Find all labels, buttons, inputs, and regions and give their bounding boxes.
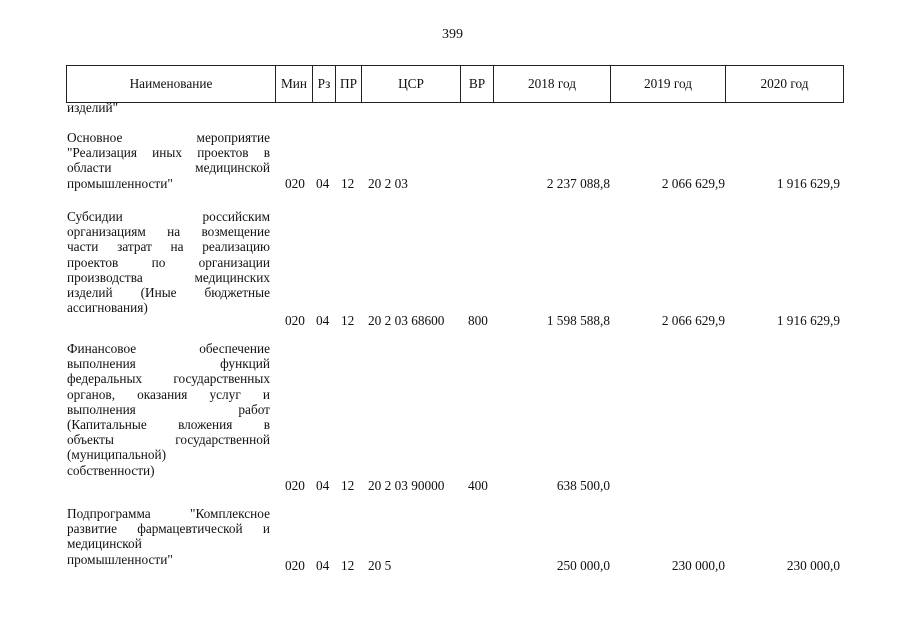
row-min: 020 — [285, 478, 305, 493]
row-vr: 800 — [468, 313, 488, 328]
header-2020: 2020 год — [726, 66, 844, 103]
row-vr: 400 — [468, 478, 488, 493]
row-2020: 230 000,0 — [786, 558, 840, 573]
header-pr: ПР — [336, 66, 362, 103]
row-name-line: федеральных государственных — [67, 371, 270, 387]
row-2018: 1 598 588,8 — [546, 313, 610, 328]
row-rz: 04 — [316, 313, 330, 328]
row-2019: 2 066 629,9 — [661, 176, 725, 191]
row-name-line: "Реализация иных проектов в — [67, 145, 270, 161]
row-name-line: (муниципальной) — [67, 447, 167, 463]
row-csr: 20 5 — [368, 558, 392, 573]
row-name-line: медицинской — [67, 536, 142, 552]
row-name-line: проектов по организации — [67, 254, 270, 270]
row-rz: 04 — [316, 176, 330, 191]
row-name — [67, 209, 270, 315]
row-csr: 20 2 03 — [368, 176, 408, 191]
row-name-line: органов, оказания услуг и — [67, 386, 270, 402]
row-csr: 20 2 03 90000 — [368, 478, 445, 493]
continuation-text: изделий" — [67, 100, 119, 115]
header-min: Мин — [276, 66, 313, 103]
row-rz: 04 — [316, 478, 330, 493]
row-name-line: выполнения функций — [67, 356, 270, 372]
row-2018: 2 237 088,8 — [546, 176, 610, 191]
row-name-line: Субсидии российским — [67, 209, 270, 224]
row-min: 020 — [285, 313, 305, 328]
row-name-line: промышленности" — [67, 175, 173, 191]
row-pr: 12 — [341, 558, 355, 573]
header-name: Наименование — [67, 66, 276, 103]
row-rz: 04 — [316, 558, 330, 573]
row-name-line: ассигнования) — [67, 300, 148, 316]
header-2019: 2019 год — [611, 66, 726, 103]
row-name-line: объекты государственной — [67, 432, 270, 448]
row-name — [67, 506, 270, 567]
row-pr: 12 — [341, 176, 355, 191]
row-2018: 638 500,0 — [556, 478, 610, 493]
row-pr: 12 — [341, 478, 355, 493]
row-name-line: изделий (Иные бюджетные — [67, 284, 270, 300]
row-name-line: Основное мероприятие — [67, 130, 270, 145]
header-csr: ЦСР — [362, 66, 461, 103]
row-2019: 230 000,0 — [671, 558, 725, 573]
row-2019: 2 066 629,9 — [661, 313, 725, 328]
row-min: 020 — [285, 558, 305, 573]
row-2020: 1 916 629,9 — [776, 176, 840, 191]
row-name-line: (Капитальные вложения в — [67, 416, 270, 432]
row-name-line: выполнения работ — [67, 401, 270, 417]
row-name-line: Финансовое обеспечение — [67, 341, 270, 356]
row-name-line: производства медицинских — [67, 269, 270, 285]
row-name-line: Подпрограмма "Комплексное — [67, 506, 270, 521]
row-name-line: собственности) — [67, 462, 155, 478]
row-name — [67, 130, 270, 191]
row-name-line: промышленности" — [67, 551, 173, 567]
row-name — [67, 341, 270, 478]
table-header — [66, 65, 844, 103]
row-csr: 20 2 03 68600 — [368, 313, 445, 328]
header-vr: ВР — [461, 66, 494, 103]
row-name-line: области медицинской — [67, 160, 270, 176]
page-number: 399 — [442, 27, 463, 42]
row-pr: 12 — [341, 313, 355, 328]
header-2018: 2018 год — [494, 66, 611, 103]
row-name-line: организациям на возмещение — [67, 224, 270, 240]
row-min: 020 — [285, 176, 305, 191]
row-2020: 1 916 629,9 — [776, 313, 840, 328]
row-name-line: развитие фармацевтической и — [67, 521, 270, 537]
row-2018: 250 000,0 — [556, 558, 610, 573]
row-name-line: части затрат на реализацию — [67, 239, 270, 255]
header-rz: Рз — [313, 66, 336, 103]
